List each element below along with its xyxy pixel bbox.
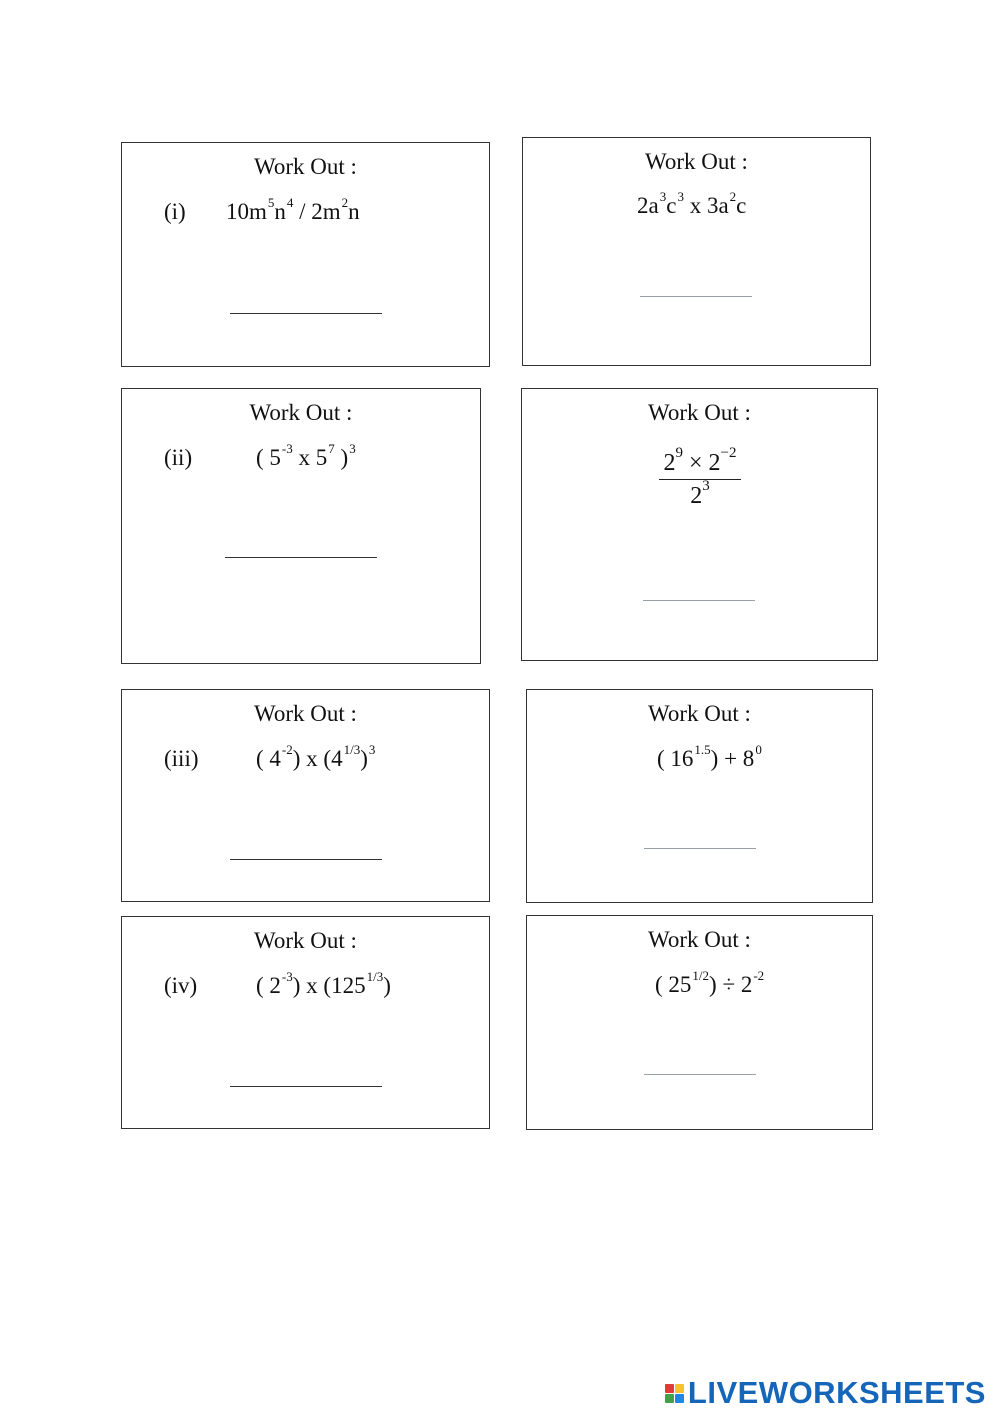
exponent: 1.5	[694, 742, 711, 757]
expr-text: )	[383, 973, 391, 998]
question-label: (iv)	[164, 973, 198, 998]
card-title: Work Out :	[254, 928, 357, 953]
expr-text: ( 16	[657, 746, 694, 771]
card-title: Work Out :	[648, 400, 751, 425]
math-expression	[256, 441, 356, 470]
card-title: Work Out :	[648, 927, 751, 952]
expr-text: n	[274, 199, 286, 224]
expr-text: 10m	[226, 199, 267, 224]
math-expression	[256, 742, 376, 771]
expr-text: c	[666, 193, 677, 218]
exponent: -3	[281, 441, 293, 456]
answer-input[interactable]	[230, 837, 382, 860]
fraction-numerator	[659, 445, 740, 480]
answer-input[interactable]	[644, 1052, 756, 1075]
expr-text: ( 2	[256, 973, 281, 998]
exponent: 7	[328, 441, 335, 456]
expr-text: x 3a	[683, 193, 729, 218]
card-title: Work Out :	[249, 400, 353, 425]
expr-text: ) ÷ 2	[709, 972, 753, 997]
card-title: Work Out :	[645, 149, 748, 174]
math-expression	[226, 195, 360, 224]
exponent: -2	[753, 968, 765, 983]
expr-text: n	[348, 199, 360, 224]
exponent: 3	[368, 742, 376, 757]
expr-text: ) x (4	[292, 746, 343, 771]
liveworksheets-logo-icon	[665, 1384, 684, 1403]
fraction-expression	[650, 445, 750, 509]
exponent: 1/2	[692, 968, 710, 983]
exponent: 3	[702, 478, 710, 494]
expr-text: 2a	[637, 193, 659, 218]
exercise-card-5	[121, 689, 490, 902]
expr-text: )	[360, 746, 368, 771]
exponent: 2	[341, 195, 349, 210]
expr-text: × 2	[682, 450, 721, 476]
exponent: 3	[659, 189, 667, 204]
question-label: (iii)	[164, 746, 199, 771]
expr-text: ( 5	[256, 445, 281, 470]
answer-input[interactable]	[643, 578, 755, 601]
exercise-card-1	[121, 142, 490, 367]
exponent: 0	[755, 742, 762, 757]
expr-text: ( 25	[655, 972, 692, 997]
question-label: (i)	[164, 199, 186, 224]
fraction-denominator	[650, 480, 750, 508]
exponent: 1/3	[366, 969, 384, 984]
exponent: 3	[349, 441, 356, 456]
exercise-card-4	[521, 388, 878, 661]
answer-input[interactable]	[644, 826, 756, 849]
expr-text: c	[736, 193, 747, 218]
answer-input[interactable]	[640, 274, 752, 297]
expr-text: 2	[690, 483, 703, 509]
question-label: (ii)	[164, 445, 193, 470]
exercise-card-7	[121, 916, 490, 1129]
exponent: 2	[729, 189, 737, 204]
card-title: Work Out :	[648, 701, 751, 726]
expr-text: )	[334, 445, 349, 470]
math-expression	[256, 969, 391, 998]
exponent: -2	[281, 742, 293, 757]
exercise-card-2	[522, 137, 871, 366]
expr-text: ) + 8	[710, 746, 755, 771]
exponent: 4	[286, 195, 294, 210]
liveworksheets-logo[interactable]	[665, 1375, 986, 1411]
expr-text: ( 4	[256, 746, 281, 771]
answer-input[interactable]	[225, 535, 377, 558]
brand-name: LIVEWORKSHEETS	[687, 1375, 986, 1410]
expr-text: / 2m	[293, 199, 341, 224]
answer-input[interactable]	[230, 1064, 382, 1087]
expr-text: ) x (125	[292, 973, 366, 998]
exponent: 9	[675, 445, 683, 461]
card-title: Work Out :	[254, 154, 357, 179]
math-expression	[637, 189, 747, 218]
exponent: 5	[267, 195, 275, 210]
card-title: Work Out :	[254, 701, 357, 726]
exercise-card-6	[526, 689, 873, 903]
math-expression	[655, 968, 765, 997]
math-expression	[657, 742, 762, 771]
exponent: −2	[720, 445, 737, 461]
exercise-card-8	[526, 915, 873, 1130]
expr-text: 2	[663, 450, 676, 476]
expr-text: x 5	[292, 445, 328, 470]
exponent: 3	[677, 189, 684, 204]
exponent: -3	[281, 969, 293, 984]
exercise-card-3	[121, 388, 481, 664]
answer-input[interactable]	[230, 291, 382, 314]
exponent: 1/3	[343, 742, 361, 757]
